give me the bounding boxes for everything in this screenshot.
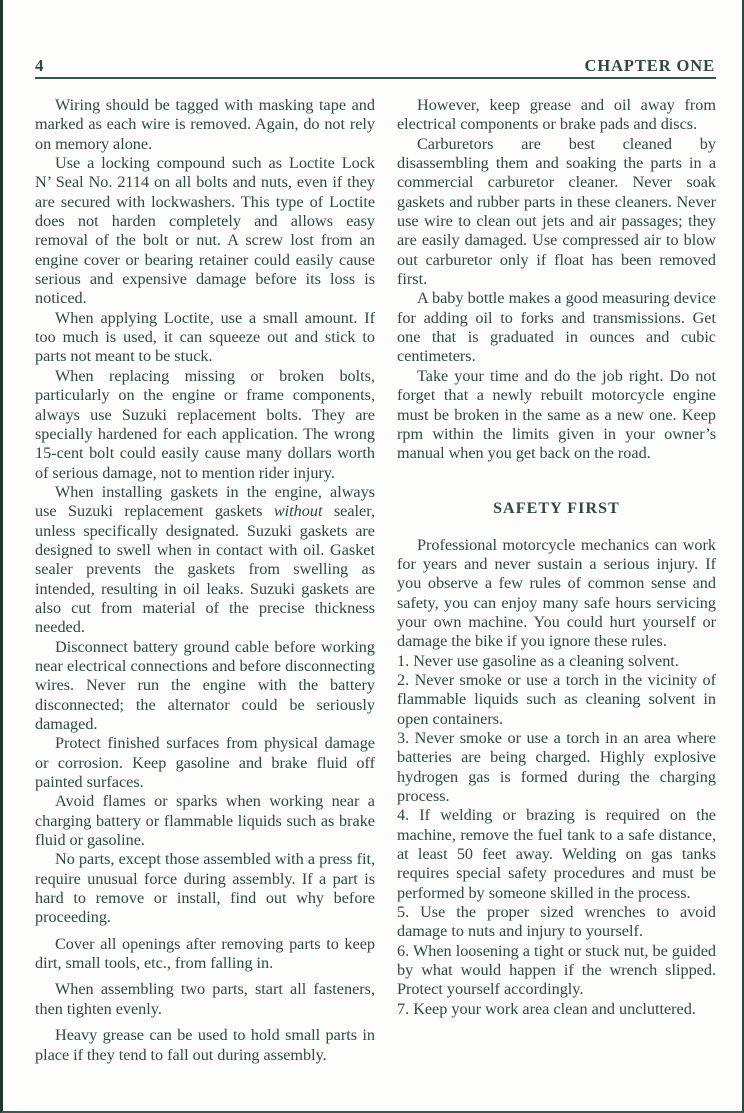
paragraph: Take your time and do the job right. Do not forget that a newly rebuilt motorcycle engine must be broken in the same as a new one. Keep rpm within the limits given in your owner’s manual when you get back on the road.: [397, 366, 716, 463]
paragraph-safety-intro: Professional motorcycle mechanics can work for years and never sustain a serious injury. If you observe a few rules of common sense and safety, you can enjoy many safe hours servicing your own machine. You could hurt yourself or damage the bike if you ignore these rules.: [397, 535, 716, 651]
paragraph: Disconnect battery ground cable before working near electrical connections and before disconnecting wires. Never run the engine with the battery disconnected; the alternator could be seriously damaged.: [35, 637, 375, 733]
paragraph: Heavy grease can be used to hold small parts in place if they tend to fall out during assembly.: [35, 1026, 375, 1064]
list-item: 5. Use the proper sized wrenches to avoid damage to nuts and injury to yourself.: [397, 903, 716, 941]
running-head: [35, 44, 715, 74]
paragraph: No parts, except those assembled with a press fit, require unusual force during assembly. If a part is hard to remove or install, find out why before proceeding.: [35, 850, 375, 927]
list-item: 6. When loosening a tight or stuck nut, be guided by what would happen if the wrench slipped. Protect yourself accordingly.: [397, 941, 716, 999]
paragraph-gaskets: [35, 483, 375, 638]
header-rule: [35, 77, 716, 79]
list-item: 2. Never smoke or use a torch in the vicinity of flammable liquids such as cleaning solvent in open containers.: [397, 670, 716, 728]
left-column: [35, 96, 375, 1065]
chapter-title: CHAPTER ONE: [584, 55, 715, 75]
paragraph: Carburetors are best cleaned by disassembling them and soaking the parts in a commercial carburetor cleaner. Never soak gaskets and rubber parts in these cleaners. Never use wire to clean out jets and air passages; they are easily damaged. Use compressed air to blow out carburetor only if float has been removed first.: [397, 134, 716, 289]
right-column: [397, 96, 716, 1065]
page-number: 4: [35, 56, 44, 75]
paragraph: When assembling two parts, start all fasteners, then tighten evenly.: [35, 980, 375, 1018]
safety-rules-list: [397, 652, 716, 1020]
list-item: 1. Never use gasoline as a cleaning solvent.: [397, 651, 679, 670]
paragraph: A baby bottle makes a good measuring device for adding oil to forks and transmissions. Get one that is graduated in ounces and cubic centimeters.: [397, 289, 716, 366]
paragraph: Use a locking compound such as Loctite Lock N’ Seal No. 2114 on all bolts and nuts, even if they are secured with lockwashers. This type of Loctite does not harden completely and allows easy removal of the bolt or nut. A screw lost from an engine cover or bearing retainer could easily cause serious and expensive damage before its loss is noticed.: [35, 154, 375, 308]
paragraph: When replacing missing or broken bolts, particularly on the engine or frame components, always use Suzuki replacement bolts. They are specially hardened for each application. The wrong 15-cent bolt could easily cause many dollars worth of serious damage, not to mention rider injury.: [35, 366, 375, 482]
list-item: 3. Never smoke or use a torch in an area where batteries are being charged. Highly explosive hydrogen gas is formed during the charging process.: [397, 728, 716, 805]
paragraph: Protect finished surfaces from physical damage or corrosion. Keep gasoline and brake fluid off painted surfaces.: [35, 734, 375, 792]
gasket-italic-word: without: [273, 502, 323, 521]
paragraph: When applying Loctite, use a small amount. If too much is used, it can squeeze out and stick to parts not meant to be stuck.: [35, 308, 375, 366]
list-item: 7. Keep your work area clean and uncluttered.: [397, 999, 696, 1018]
section-heading-safety-first: SAFETY FIRST: [493, 499, 620, 517]
list-item: 4. If welding or brazing is required on the machine, remove the fuel tank to a safe distance, at least 50 feet away. Welding on gas tanks requires special safety procedures and must be performed by someone skilled in the process.: [397, 806, 716, 902]
gasket-text-before: When installing gaskets in the engine, always use Suzuki replacement gaskets: [35, 482, 375, 521]
body-columns: [35, 96, 716, 1065]
paragraph: Cover all openings after removing parts to keep dirt, small tools, etc., from falling in.: [35, 934, 375, 973]
gasket-text-after: sealer, unless specifically designated. Suzuki gaskets are designed to swell when in contact with oil. Gasket sealer prevents the gaskets from swelling as intended, resulting in oil leaks. Suzuki gaskets are also cut from material of the precise thickness needed.: [35, 502, 375, 637]
paragraph: Avoid flames or sparks when working near a charging battery or flammable liquids such as brake fluid or gasoline.: [35, 792, 375, 850]
paragraph: Wiring should be tagged with masking tape and marked as each wire is removed. Again, do not rely on memory alone.: [35, 96, 375, 153]
paragraph: However, keep grease and oil away from electrical components or brake pads and discs.: [397, 96, 716, 134]
